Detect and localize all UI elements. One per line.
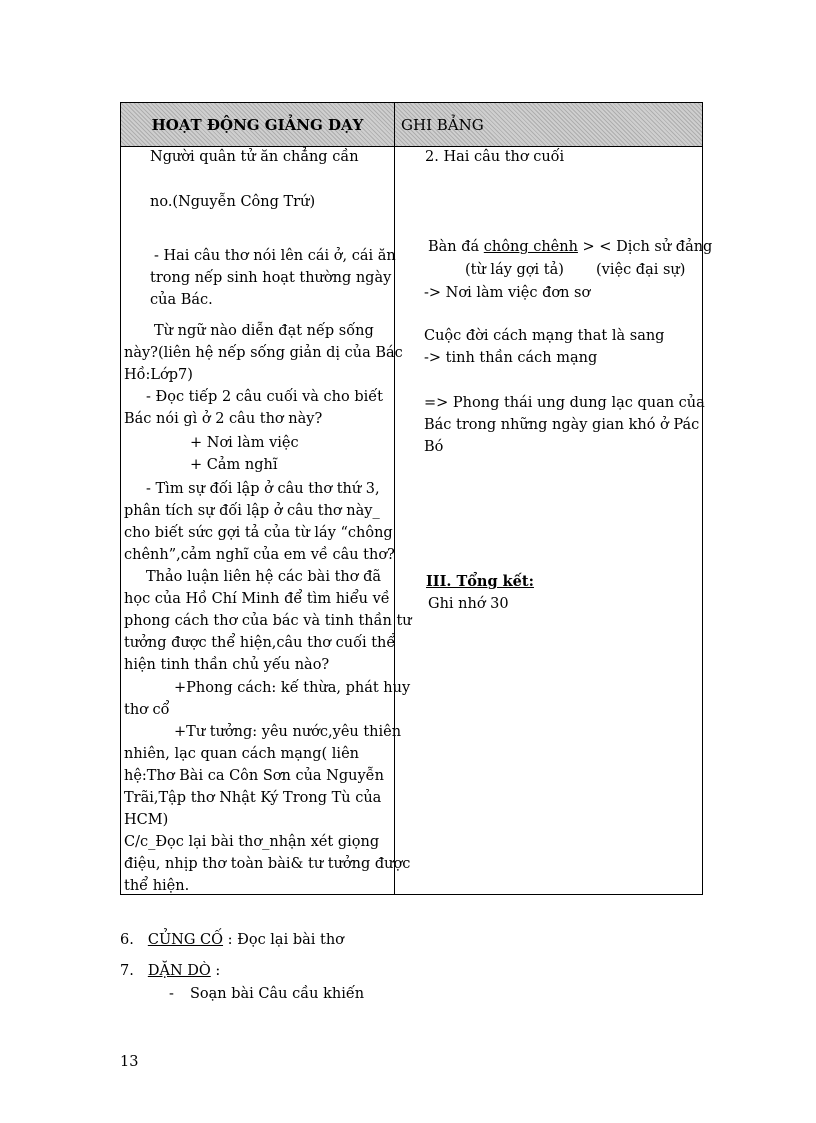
left-line: cho biết sức gợi tả của từ láy “chông <box>124 525 393 541</box>
left-line: phân tích sự đối lập ở câu thơ này_ <box>124 503 380 519</box>
ghi-nho-line: Ghi nhớ 30 <box>428 596 509 612</box>
left-line: nhiên, lạc quan cách mạng( liên <box>124 746 359 762</box>
left-line: hệ:Thơ Bài ca Côn Sơn của Nguyễn <box>124 768 384 784</box>
left-line: Thảo luận liên hệ các bài thơ đã <box>146 569 381 585</box>
left-line: no.(Nguyễn Công Trứ) <box>150 194 316 210</box>
contrast-pre: Bàn đá <box>428 239 484 255</box>
left-line: chênh”,cảm nghĩ của em về câu thơ? <box>124 547 395 563</box>
left-line: +Tư tưởng: yêu nước,yêu thiên <box>174 724 402 740</box>
column-divider <box>394 103 395 894</box>
left-line: Bác nói gì ở 2 câu thơ này? <box>124 411 323 427</box>
left-line: thơ cổ <box>124 702 170 718</box>
phong-thai-line: Bác trong những ngày gian khó ở Pác <box>424 417 700 433</box>
left-line: - Tìm sự đối lập ở câu thơ thứ 3, <box>146 481 380 497</box>
cung-co-text: : Đọc lại bài thơ <box>223 932 344 948</box>
page-number: 13 <box>120 1054 139 1070</box>
left-line: + Cảm nghĩ <box>190 457 278 473</box>
dan-do-label: DẶN DÒ <box>147 963 211 979</box>
cuoc-doi-line: Cuộc đời cách mạng that là sang <box>424 328 665 344</box>
tu-lay-note: (từ láy gợi tả) <box>465 262 564 278</box>
left-line: tưởng được thể hiện,câu thơ cuối thể <box>124 635 396 651</box>
noi-lam-viec-line: -> Nơi làm việc đơn sơ <box>424 285 591 301</box>
header-hoat-dong: HOẠT ĐỘNG GIẢNG DẠY <box>151 116 364 134</box>
left-line: Trãi,Tập thơ Nhật Ký Trong Tù của <box>124 790 382 806</box>
left-line: hiện tinh thần chủ yếu nào? <box>124 657 330 673</box>
left-line: thể hiện. <box>124 878 190 894</box>
viec-dai-su-note: (việc đại sự) <box>596 262 686 278</box>
phong-thai-line: => Phong thái ung dung lạc quan của <box>424 395 705 411</box>
left-line: +Phong cách: kế thừa, phát huy <box>174 680 411 696</box>
item-number: 6. <box>120 932 134 948</box>
left-line: trong nếp sinh hoạt thường ngày <box>150 270 392 286</box>
tong-ket-heading: III. Tổng kết: <box>426 573 534 590</box>
footer-item-7 <box>120 960 220 982</box>
contrast-post: > < Dịch sử đảng <box>577 239 713 255</box>
left-line: học của Hồ Chí Minh để tìm hiểu về <box>124 591 390 607</box>
header-ghi-bang: GHI BẢNG <box>401 116 484 134</box>
dash-bullet: - <box>169 986 174 1002</box>
left-line: - Hai câu thơ nói lên cái ở, cái ăn <box>154 248 396 264</box>
left-line: của Bác. <box>150 292 213 308</box>
left-line: C/c_Đọc lại bài thơ_nhận xét giọng <box>124 834 380 850</box>
footer-item-6 <box>120 929 344 951</box>
tinh-than-line: -> tinh thần cách mạng <box>424 350 598 366</box>
left-line: Hồ:Lớp7) <box>124 367 193 383</box>
left-line: Người quân tử ăn chẳng cần <box>150 149 359 165</box>
left-line: - Đọc tiếp 2 câu cuối và cho biết <box>146 389 383 405</box>
cung-co-label: CỦNG CỐ <box>147 932 224 948</box>
contrast-line <box>428 236 712 258</box>
table-header <box>121 103 702 147</box>
left-line: điệu, nhịp thơ toàn bài& tư tưởng được <box>124 856 411 872</box>
left-line: này?(liên hệ nếp sống giản dị của Bác <box>124 345 403 361</box>
dan-do-text: : <box>210 963 221 979</box>
chong-chenh-word: chông chênh <box>483 239 578 255</box>
item-number: 7. <box>120 963 134 979</box>
phong-thai-line: Bó <box>424 439 444 455</box>
left-line: HCM) <box>124 812 169 828</box>
left-line: Từ ngữ nào diễn đạt nếp sống <box>154 323 374 339</box>
section-2-heading: 2. Hai câu thơ cuối <box>425 149 565 165</box>
left-line: + Nơi làm việc <box>190 435 299 451</box>
left-line: phong cách thơ của bác và tinh thần tư <box>124 613 412 629</box>
soan-bai-line: Soạn bài Câu cầu khiến <box>190 986 365 1002</box>
